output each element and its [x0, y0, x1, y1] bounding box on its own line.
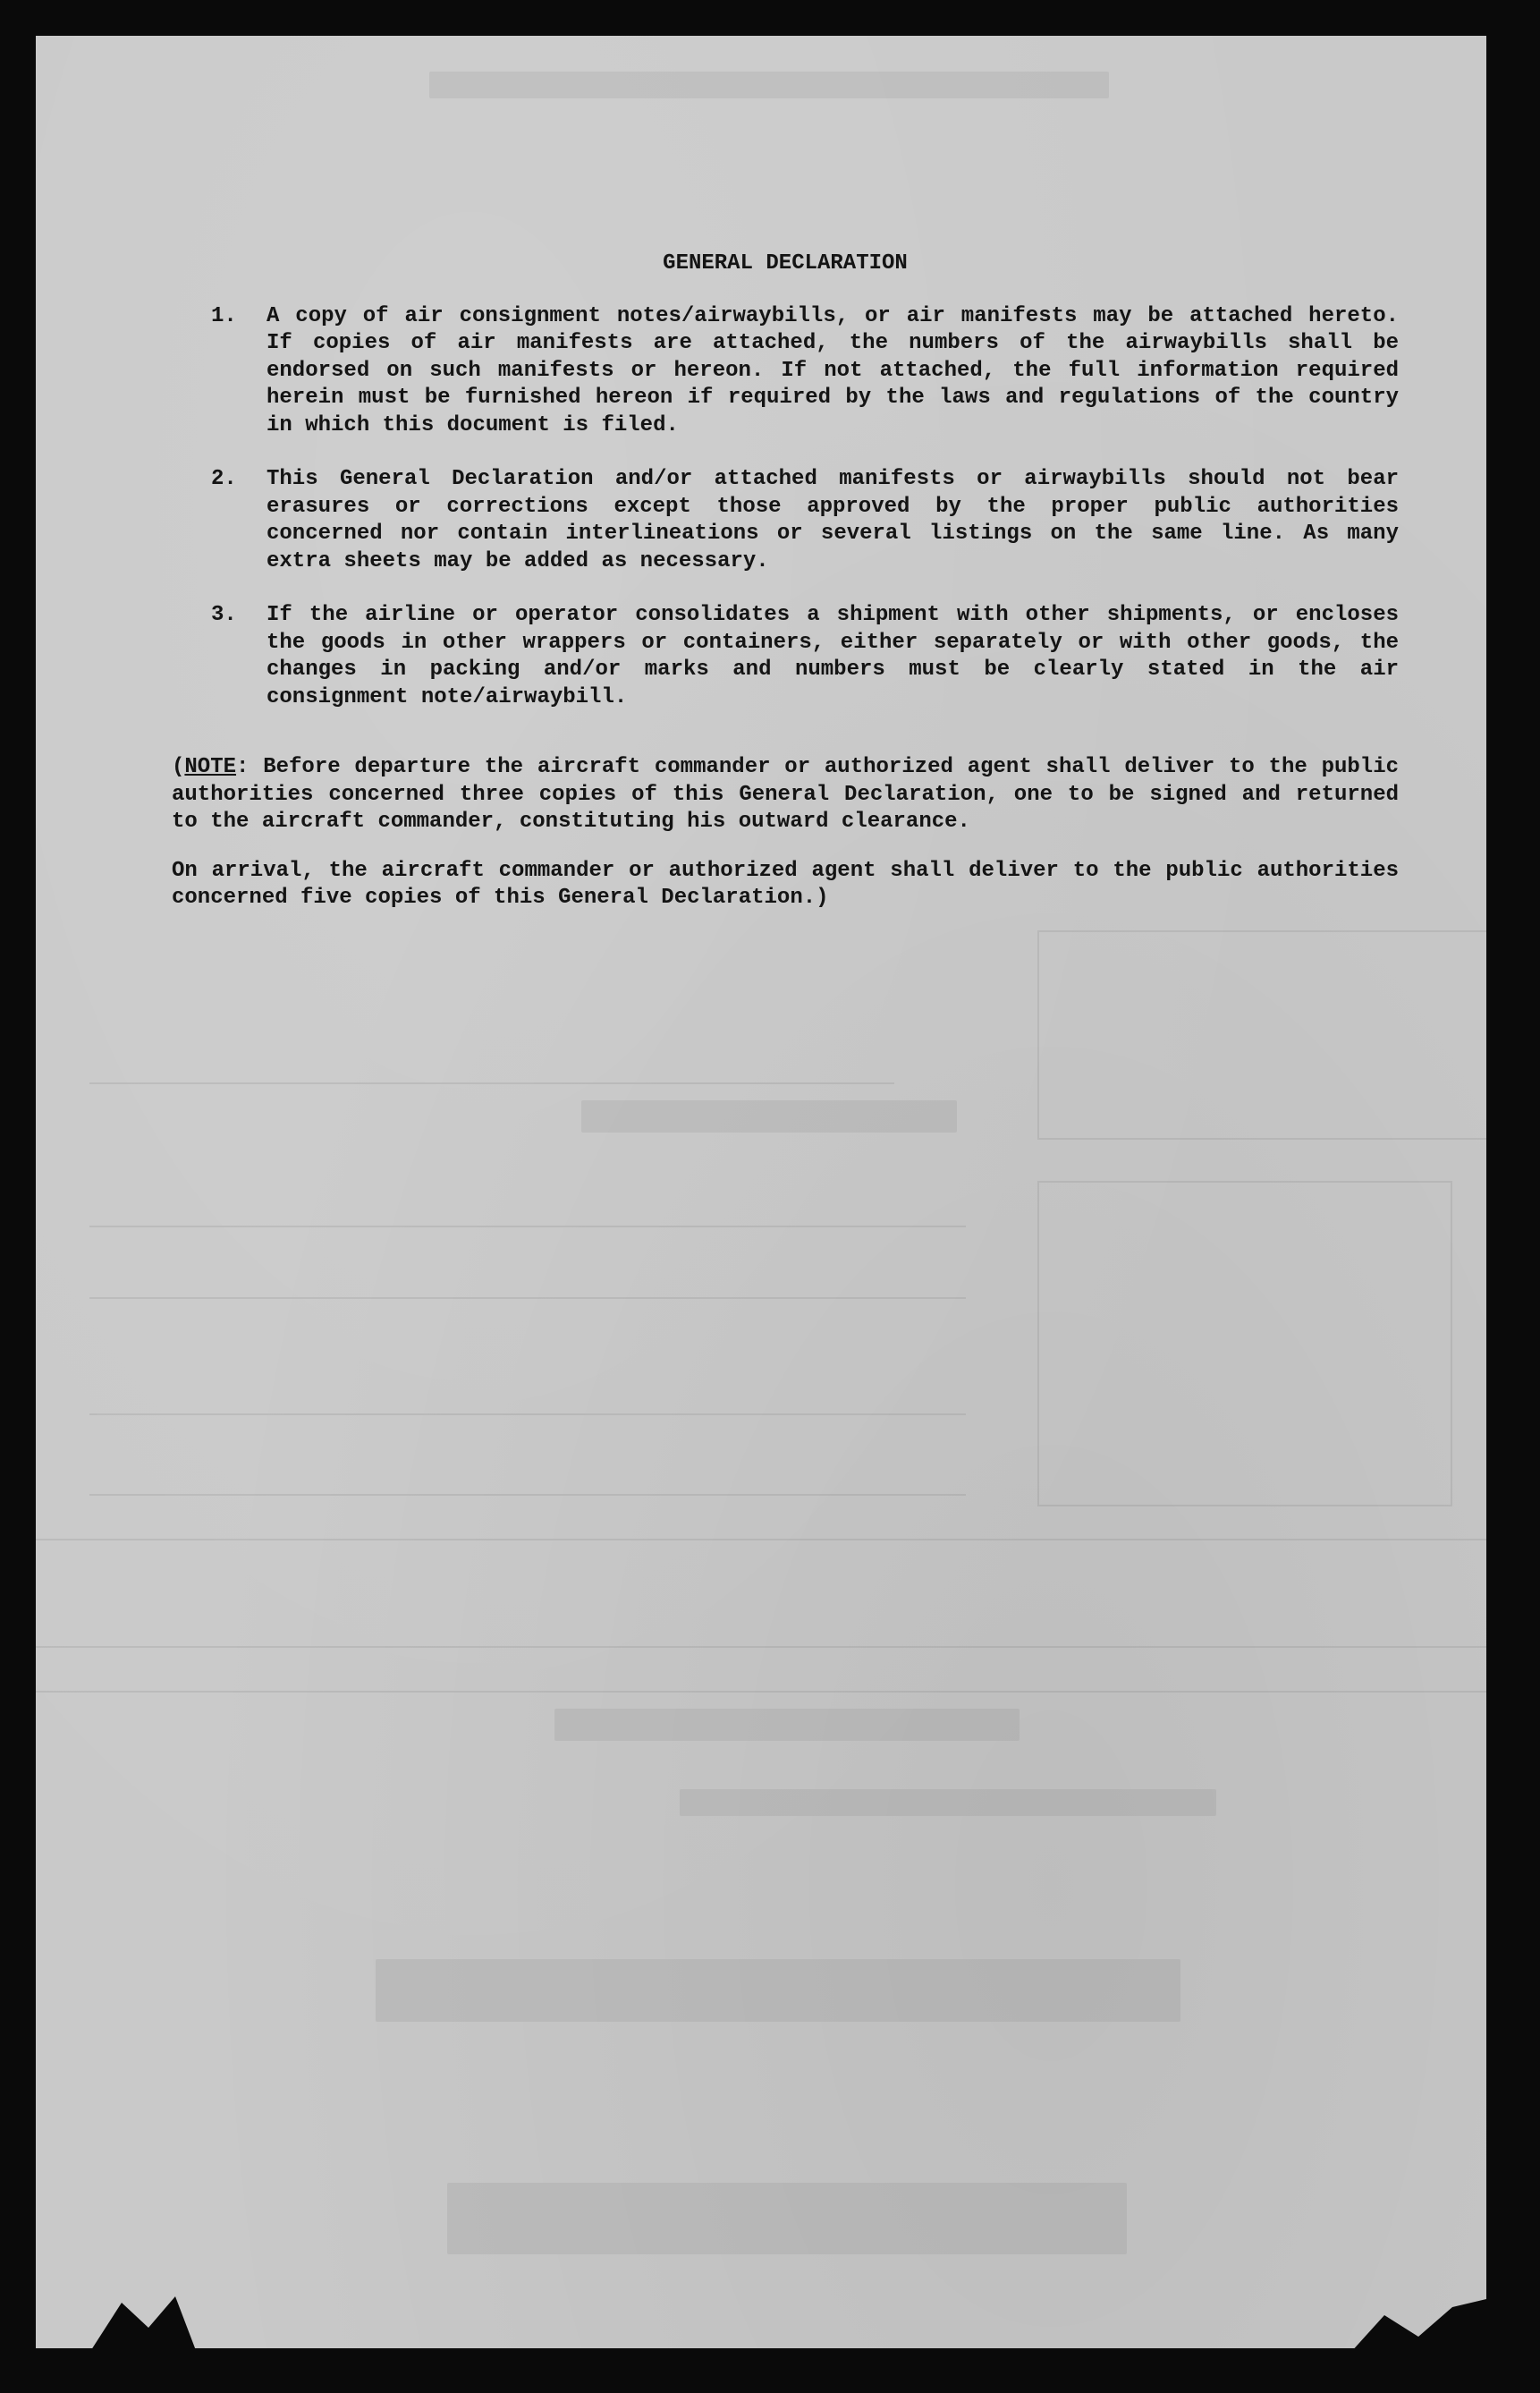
bleed-through-line	[36, 1646, 1486, 1648]
item-text: If the airline or operator consolidates a shipment with other shipments, or encloses the goods in other wrappers or containers, either separately or with other goods, the changes in packing and/or marks and numbers must be clearly stated in the air consignment note/airwaybill.	[267, 603, 1399, 709]
bleed-through-box	[1037, 930, 1486, 1140]
bleed-through-line	[89, 1413, 966, 1415]
item-number: 1.	[211, 303, 237, 328]
item-number: 2.	[211, 467, 237, 491]
bleed-through-text	[680, 1789, 1216, 1816]
bleed-through-line	[89, 1494, 966, 1496]
torn-corner	[89, 2290, 197, 2348]
item-text: A copy of air consignment notes/airwaybills, or air manifests may be attached hereto. If copies of air manifests are attached, the numbers of the airwaybills shall be endorsed on such manifests or hereon. If not attached, the full information required herein must be furnished hereon if required by the laws and regulations of the country in which this document is filed.	[267, 303, 1399, 437]
bleed-through-box	[1037, 1181, 1452, 1506]
bleed-through-text	[554, 1709, 1020, 1741]
instruction-item-1	[172, 303, 1399, 440]
item-number: 3.	[211, 603, 237, 627]
arrival-note: On arrival, the aircraft commander or authorized agent shall deliver to the public authorities concerned five copies of this General Declaration.)	[172, 858, 1399, 910]
note-open-paren: (	[172, 755, 185, 779]
document-sheet	[36, 36, 1486, 2348]
instruction-item-2	[172, 466, 1399, 575]
torn-corner	[1350, 2299, 1486, 2348]
bleed-through-heading	[376, 1959, 1180, 2022]
bleed-through-line	[36, 1539, 1486, 1540]
bleed-through-text	[581, 1100, 957, 1133]
page-title: GENERAL DECLARATION	[663, 251, 908, 276]
bleed-through-heading	[447, 2183, 1127, 2254]
bleed-through-line	[36, 1691, 1486, 1693]
note-text: : Before departure the aircraft commander or authorized agent shall deliver to the public authorities concerned three copies of this General Declaration, one to be signed and returned to the aircraft commander, constituting his outward clearance.	[172, 755, 1399, 834]
bleed-through-heading	[429, 72, 1109, 98]
general-declaration-instructions	[172, 250, 1399, 912]
note-label: NOTE	[184, 755, 237, 779]
instruction-item-3	[172, 602, 1399, 711]
bleed-through-line	[89, 1082, 894, 1084]
bleed-through-line	[89, 1226, 966, 1227]
item-text: This General Declaration and/or attached manifests or airwaybills should not bear erasures or corrections except those approved by the proper public authorities concerned nor contain interlineations or several listings on the same line. As many extra sheets may be added as necessary.	[267, 467, 1399, 573]
departure-note	[172, 754, 1399, 836]
bleed-through-line	[89, 1297, 966, 1299]
